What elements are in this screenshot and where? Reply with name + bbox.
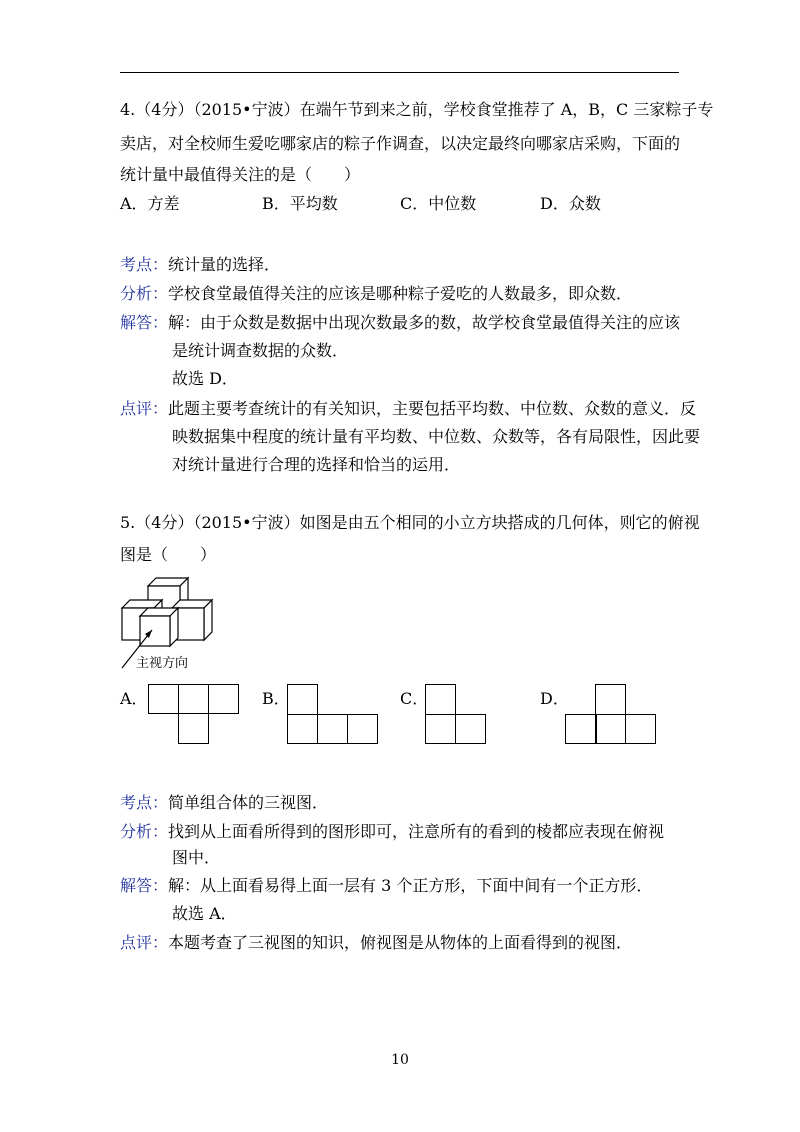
square xyxy=(625,714,656,744)
kaodian-label: 考点： xyxy=(120,793,169,812)
q5-stem-line-2: 图是（ ） xyxy=(120,545,217,564)
dianping-label: 点评： xyxy=(120,399,169,418)
q4-stem-line-3: 统计量中最值得关注的是（ ） xyxy=(120,165,361,184)
square xyxy=(178,713,209,744)
square xyxy=(208,684,239,714)
header-rule xyxy=(120,72,679,73)
jieda-label: 解答： xyxy=(120,313,169,332)
fenxi-label: 分析： xyxy=(120,284,169,303)
q4-dianping-line-3: 对统计量进行合理的选择和恰当的运用． xyxy=(172,455,461,474)
q4-dianping xyxy=(120,396,696,419)
q4-jieda xyxy=(120,310,680,333)
q5-fenxi-line-2: 图中． xyxy=(172,848,221,867)
square xyxy=(287,684,318,715)
q4-stem-line-2: 卖店，对全校师生爱吃哪家店的粽子作调查，以决定最终向哪家店采购，下面的 xyxy=(120,134,681,153)
jieda-label: 解答： xyxy=(120,876,169,895)
dianping-text-1: 此题主要考查统计的有关知识，主要包括平均数、中位数、众数的意义．反 xyxy=(168,399,697,418)
q4-option-d: D．众数 xyxy=(540,194,601,213)
jieda-text-1: 解：从上面看易得上面一层有 3 个正方形，下面中间有一个正方形． xyxy=(168,876,653,895)
q4-jieda-line-2: 是统计调查数据的众数． xyxy=(172,341,349,360)
q4-jieda-line-3: 故选 D． xyxy=(172,369,238,388)
q4-option-c: C．中位数 xyxy=(400,194,477,213)
kaodian-text: 统计量的选择． xyxy=(168,255,281,274)
q5-option-d-label: D． xyxy=(540,689,569,708)
q5-jieda-line-2: 故选 A． xyxy=(172,904,237,923)
q5-dianping xyxy=(120,930,632,953)
square xyxy=(595,714,626,744)
square xyxy=(565,714,596,744)
fenxi-text-1: 找到从上面看所得到的图形即可，注意所有的看到的棱都应表现在俯视 xyxy=(168,822,665,841)
square xyxy=(595,684,626,715)
q5-fenxi xyxy=(120,819,664,842)
square xyxy=(347,714,378,744)
q5-option-a-label: A． xyxy=(120,689,148,708)
square xyxy=(455,714,486,744)
square xyxy=(425,684,456,715)
q4-option-b: B．平均数 xyxy=(262,194,338,213)
q5-jieda xyxy=(120,873,652,896)
q5-stem-line-1: 5.（4分）（2015•宁波）如图是由五个相同的小立方块搭成的几何体，则它的俯视 xyxy=(120,513,700,532)
jieda-text-1: 解：由于众数是数据中出现次数最多的数，故学校食堂最值得关注的应该 xyxy=(168,313,681,332)
kaodian-text: 简单组合体的三视图． xyxy=(168,793,329,812)
square xyxy=(425,714,456,744)
square xyxy=(178,684,209,714)
q4-stem-line-1: 4.（4分）（2015•宁波）在端午节到来之前，学校食堂推荐了 A，B，C 三家粽子专 xyxy=(120,100,714,119)
square xyxy=(287,714,318,744)
q4-dianping-line-2: 映数据集中程度的统计量有平均数、中位数、众数等，各有局限性，因此要 xyxy=(172,427,701,446)
q5-kaodian xyxy=(120,790,328,813)
square xyxy=(317,714,348,744)
dianping-text: 本题考查了三视图的知识，俯视图是从物体的上面看得到的视图． xyxy=(168,933,633,952)
fenxi-text: 学校食堂最值得关注的应该是哪种粽子爱吃的人数最多，即众数． xyxy=(168,284,633,303)
q5-option-b-label: B． xyxy=(262,689,290,708)
square xyxy=(148,684,179,714)
fenxi-label: 分析： xyxy=(120,822,169,841)
q5-option-c-label: C． xyxy=(400,689,429,708)
figure-caption: 主视方向 xyxy=(136,656,189,671)
q4-option-a: A．方差 xyxy=(120,194,180,213)
kaodian-label: 考点： xyxy=(120,255,169,274)
q4-kaodian xyxy=(120,252,280,275)
q4-fenxi xyxy=(120,281,632,304)
dianping-label: 点评： xyxy=(120,933,169,952)
page-number: 10 xyxy=(391,1052,409,1068)
